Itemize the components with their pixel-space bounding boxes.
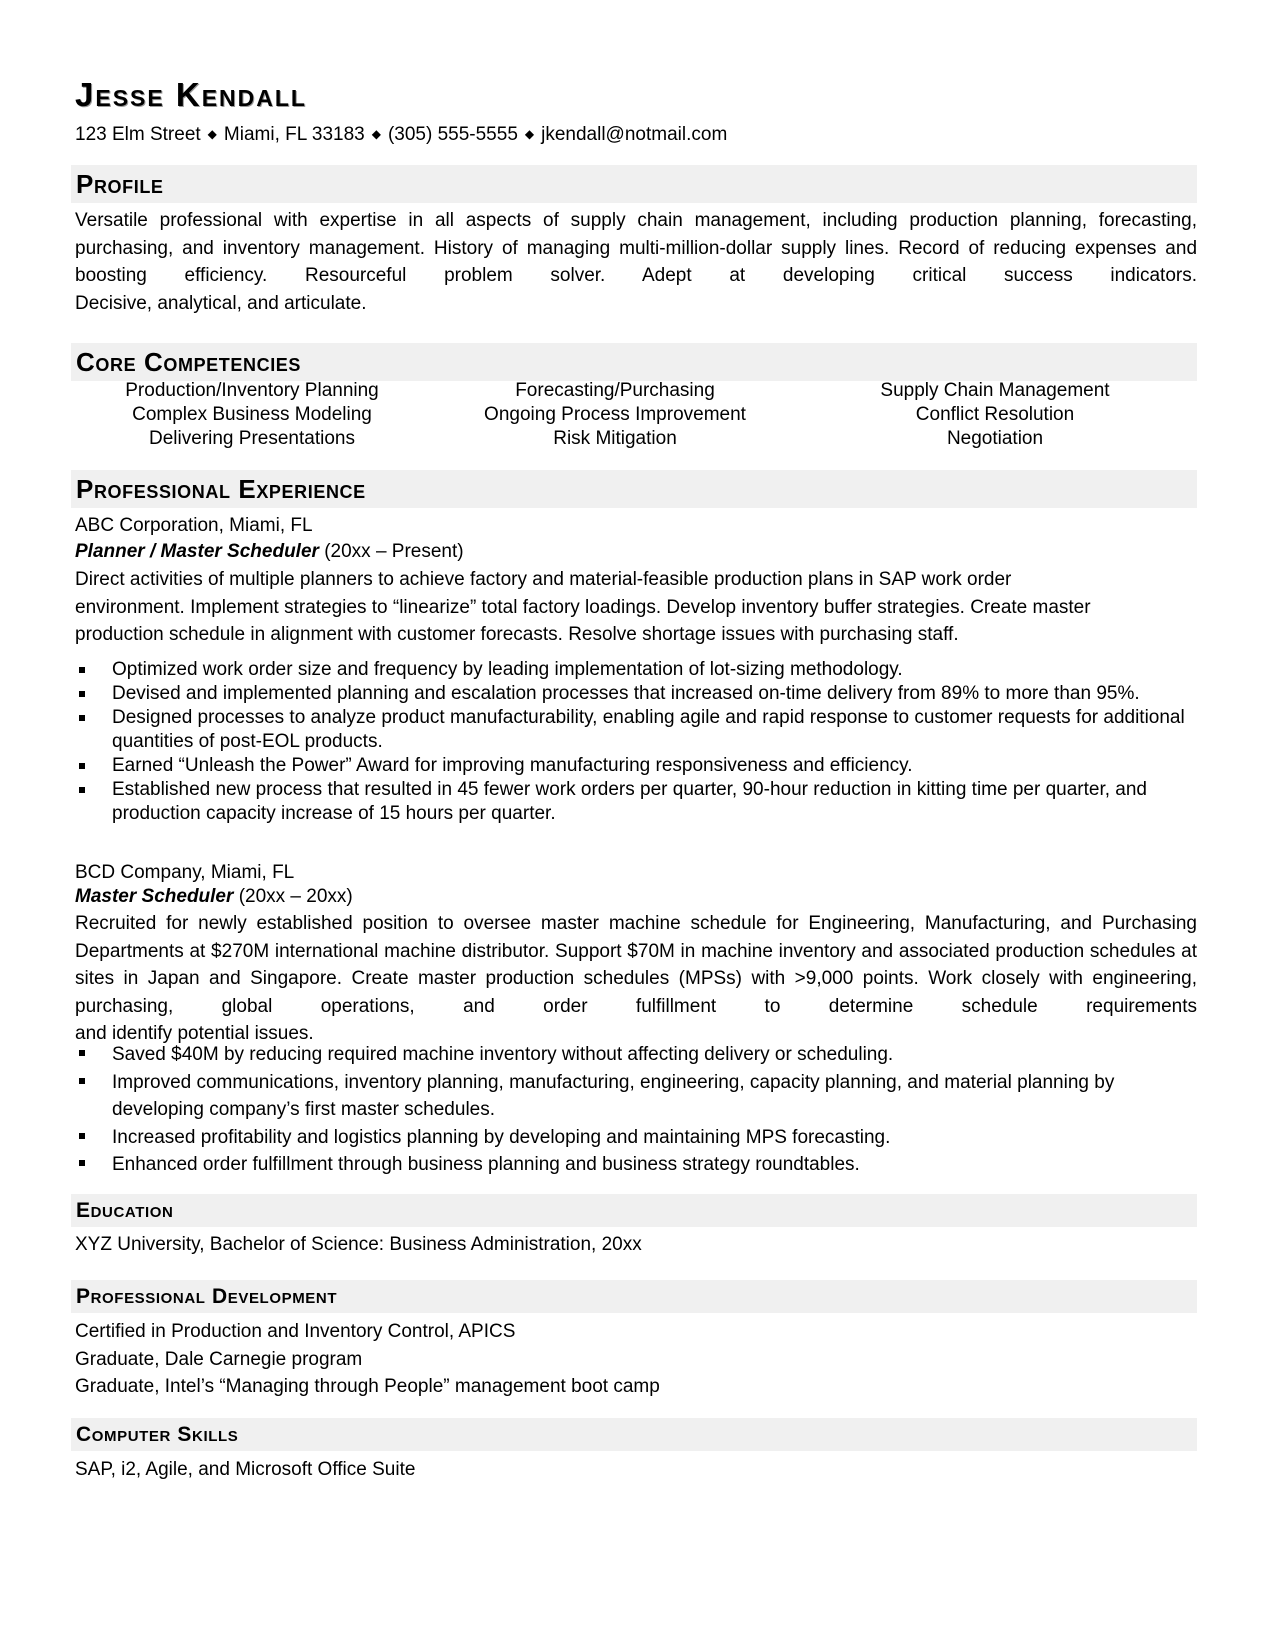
competency-item: Complex Business Modeling	[132, 404, 372, 425]
section-header-skills	[71, 1418, 1197, 1451]
bullet-text: Earned “Unleash the Power” Award for improving manufacturing responsiveness and efficiency.	[112, 755, 913, 776]
section-header-development	[71, 1280, 1197, 1313]
development-item: Certified in Production and Inventory Control, APICS	[75, 1321, 516, 1342]
competency-item: Ongoing Process Improvement	[484, 404, 746, 425]
square-bullet-icon	[79, 787, 85, 793]
contact-line	[75, 124, 727, 146]
job-summary-line: Recruited for newly established position to oversee master machine schedule for Engineering, Manufacturing, and	[75, 913, 1093, 934]
candidate-name: Jesse Kendall	[75, 76, 307, 113]
section-title: Education	[76, 1199, 174, 1222]
development-list	[75, 1318, 1197, 1401]
profile-line: Versatile professional with expertise in all aspects of supply chain management, including production planning,	[75, 210, 1087, 231]
diamond-separator-icon: ◆	[207, 127, 217, 141]
square-bullet-icon	[79, 1050, 85, 1056]
list-item	[75, 682, 1197, 706]
profile-line: forecasting, purchasing, and inventory management. History of managing multi-million-dollar supply lines. Record of	[75, 210, 1198, 259]
bullet-text: Devised and implemented planning and escalation processes that increased on-time delivery from 89% to more than 95%.	[112, 683, 1140, 704]
job-company: BCD Company, Miami, FL	[75, 862, 295, 883]
job-summary-line: Purchasing Departments at $270M international machine distributor. Support $70M in machine inventory and associated	[75, 913, 1197, 962]
bullet-text: Improved communications, inventory planning, manufacturing, engineering, capacity planning, and material planning by developing company’s first master schedules.	[112, 1071, 1115, 1120]
square-bullet-icon	[79, 715, 85, 721]
competency-item: Risk Mitigation	[553, 428, 677, 449]
list-item	[75, 778, 1197, 826]
section-title: Core Competencies	[76, 347, 302, 377]
list-item	[75, 1124, 1197, 1152]
list-item	[75, 1041, 1197, 1069]
job-summary-line: Direct activities of multiple planners to achieve factory and material-feasible production plans in SAP work order	[75, 569, 1012, 590]
square-bullet-icon	[79, 691, 85, 697]
bullet-text: Saved $40M by reducing required machine inventory without affecting delivery or scheduling.	[112, 1044, 894, 1065]
job-bullet-list	[75, 1041, 1197, 1179]
job-bullet-list	[75, 658, 1197, 826]
job-summary-line: environment. Implement strategies to “linearize” total factory loadings. Develop inventory buffer strategies. Create master	[75, 596, 1091, 618]
section-title: Professional Development	[76, 1285, 338, 1308]
development-item: Graduate, Dale Carnegie program	[75, 1348, 363, 1370]
skills-line: SAP, i2, Agile, and Microsoft Office Suite	[75, 1459, 416, 1480]
development-item: Graduate, Intel’s “Managing through People” management boot camp	[75, 1376, 660, 1397]
profile-line: Decisive, analytical, and articulate.	[75, 292, 367, 314]
competency-item: Conflict Resolution	[915, 404, 1075, 425]
section-header-experience	[71, 470, 1197, 508]
job-summary-line: Work closely with engineering, purchasing, global operations, and order fulfillment to determine schedule requirements	[75, 968, 1197, 1017]
profile-line: reducing expenses and boosting efficiency. Resourceful problem solver. Adept at developing critical success indicators.	[75, 237, 1198, 286]
diamond-separator-icon: ◆	[524, 127, 535, 141]
profile-paragraph	[75, 207, 1197, 317]
square-bullet-icon	[79, 763, 85, 769]
job-role: Master Scheduler	[75, 886, 234, 907]
competency-column	[92, 379, 412, 451]
section-header-competencies	[71, 343, 1197, 381]
contact-phone: (305) 555-5555	[387, 124, 518, 145]
competency-item: Delivering Presentations	[149, 428, 355, 449]
diamond-separator-icon: ◆	[371, 127, 381, 141]
competency-item: Supply Chain Management	[880, 380, 1110, 401]
contact-address: 123 Elm Street	[75, 124, 201, 145]
job-summary	[75, 566, 1197, 649]
section-title: Profile	[76, 169, 164, 199]
bullet-text: Enhanced order fulfillment through business planning and business strategy roundtables.	[112, 1154, 860, 1175]
section-title: Professional Experience	[76, 474, 366, 504]
section-title: Computer Skills	[76, 1423, 239, 1446]
job-company: ABC Corporation, Miami, FL	[75, 515, 313, 536]
list-item	[75, 706, 1197, 754]
job-dates: (20xx – Present)	[324, 541, 464, 562]
list-item	[75, 754, 1197, 778]
competency-item: Negotiation	[946, 428, 1044, 449]
list-item	[75, 1069, 1197, 1124]
job-title-line	[75, 886, 353, 908]
competency-item: Production/Inventory Planning	[125, 380, 379, 401]
bullet-text: Increased profitability and logistics planning by developing and maintaining MPS forecasting.	[112, 1126, 891, 1148]
education-line: XYZ University, Bachelor of Science: Business Administration, 20xx	[75, 1234, 642, 1255]
contact-email: jkendall@notmail.com	[541, 124, 728, 145]
square-bullet-icon	[79, 1133, 85, 1139]
bullet-text: Optimized work order size and frequency by leading implementation of lot-sizing methodology.	[112, 659, 903, 680]
job-summary-line: and identify potential issues.	[75, 1023, 314, 1044]
job-title-line	[75, 541, 464, 563]
section-header-education	[71, 1194, 1197, 1227]
job-summary-line: production schedules at sites in Japan and Singapore. Create master production schedules (MPSs) with >9,000 points.	[75, 940, 1197, 989]
list-item	[75, 1151, 1197, 1179]
square-bullet-icon	[79, 667, 85, 673]
list-item	[75, 658, 1197, 682]
square-bullet-icon	[79, 1160, 85, 1166]
competency-column	[835, 379, 1155, 451]
job-dates: (20xx – 20xx)	[238, 886, 353, 907]
section-header-profile	[71, 165, 1197, 203]
competency-column	[455, 379, 775, 451]
job-role: Planner / Master Scheduler	[75, 541, 319, 562]
contact-city: Miami, FL 33183	[223, 124, 365, 145]
job-summary	[75, 910, 1197, 1048]
square-bullet-icon	[79, 1078, 85, 1084]
competency-item: Forecasting/Purchasing	[515, 380, 715, 401]
bullet-text: Established new process that resulted in 45 fewer work orders per quarter, 90-hour reduction in kitting time per quarter, and production capacity increase of 15 hours per quarter.	[112, 779, 1147, 824]
job-summary-line: production schedule in alignment with customer forecasts. Resolve shortage issues with purchasing staff.	[75, 624, 959, 645]
bullet-text: Designed processes to analyze product manufacturability, enabling agile and rapid response to customer requests for additional quantities of post-EOL products.	[112, 707, 1185, 752]
